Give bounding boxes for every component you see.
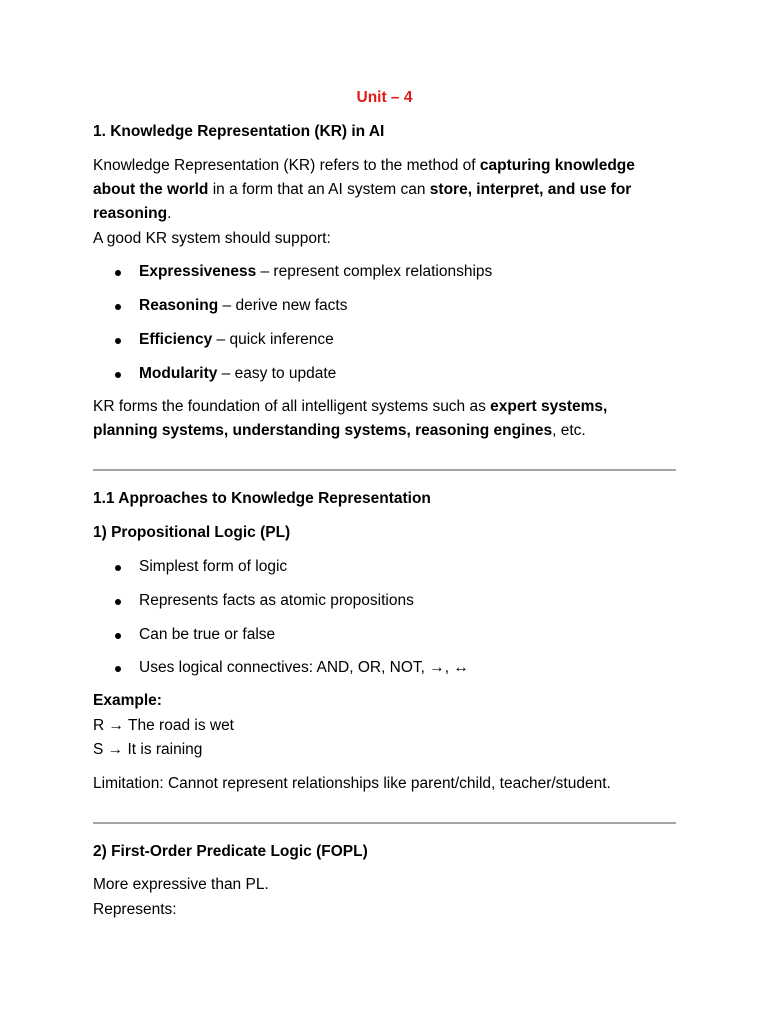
fopl-line-2: Represents: — [93, 901, 177, 918]
foundation-text: , etc. — [552, 422, 586, 439]
list-item: Uses logical connectives: AND, OR, NOT, →, ↔ — [139, 659, 469, 676]
subheading-propositional-logic: 1) Propositional Logic (PL) — [93, 524, 291, 541]
list-item — [139, 297, 347, 315]
bullet-icon — [115, 270, 121, 276]
foundation-text: KR forms the foundation of all intelligent systems such as — [93, 398, 491, 415]
bullet-term: Efficiency — [139, 331, 213, 348]
intro-text: in a form that an AI system can — [208, 181, 430, 198]
horizontal-divider — [93, 469, 676, 471]
support-line: A good KR system should support: — [93, 230, 331, 247]
section-heading-approaches: 1.1 Approaches to Knowledge Representation — [93, 490, 431, 507]
bullet-icon — [115, 633, 121, 639]
intro-text: Knowledge Representation (KR) refers to the method of — [93, 157, 480, 174]
bullet-desc: – represent complex relationships — [256, 263, 493, 280]
foundation-line-2 — [93, 422, 586, 440]
list-item — [139, 365, 336, 383]
bullet-icon — [115, 565, 121, 571]
intro-text: . — [167, 205, 172, 222]
bullet-term: Reasoning — [139, 297, 219, 314]
intro-bold: reasoning — [93, 205, 168, 222]
example-label: Example: — [93, 692, 162, 709]
intro-bold: capturing knowledge — [479, 157, 635, 174]
list-item: Simplest form of logic — [139, 558, 288, 575]
list-item: Can be true or false — [139, 626, 276, 643]
bullet-icon — [115, 666, 121, 672]
intro-bold: about the world — [93, 181, 209, 198]
foundation-line-1 — [93, 398, 607, 416]
list-item — [139, 263, 492, 281]
section-heading-kr: 1. Knowledge Representation (KR) in AI — [93, 123, 385, 140]
bullet-icon — [115, 372, 121, 378]
limitation-text: Limitation: Cannot represent relationships like parent/child, teacher/student. — [93, 775, 611, 792]
bullet-desc: – quick inference — [212, 331, 334, 348]
bullet-icon — [115, 338, 121, 344]
foundation-bold: expert systems, — [490, 398, 608, 415]
list-item: Represents facts as atomic propositions — [139, 592, 414, 609]
fopl-line-1: More expressive than PL. — [93, 876, 269, 893]
foundation-bold: planning systems, understanding systems, reasoning engines — [93, 422, 553, 439]
intro-line-3 — [93, 205, 171, 223]
list-item — [139, 331, 334, 349]
subheading-fopl: 2) First-Order Predicate Logic (FOPL) — [93, 843, 368, 860]
bullet-term: Expressiveness — [139, 263, 257, 280]
intro-line-2 — [93, 181, 631, 199]
bullet-desc: – derive new facts — [218, 297, 348, 314]
unit-title: Unit – 4 — [356, 89, 413, 106]
example-line: S → It is raining — [93, 741, 203, 758]
bullet-term: Modularity — [139, 365, 218, 382]
horizontal-divider — [93, 822, 676, 824]
intro-line-1 — [93, 157, 635, 175]
bullet-icon — [115, 304, 121, 310]
intro-bold: store, interpret, and use for — [429, 181, 632, 198]
bullet-desc: – easy to update — [217, 365, 337, 382]
bullet-icon — [115, 599, 121, 605]
example-line: R → The road is wet — [93, 717, 234, 734]
